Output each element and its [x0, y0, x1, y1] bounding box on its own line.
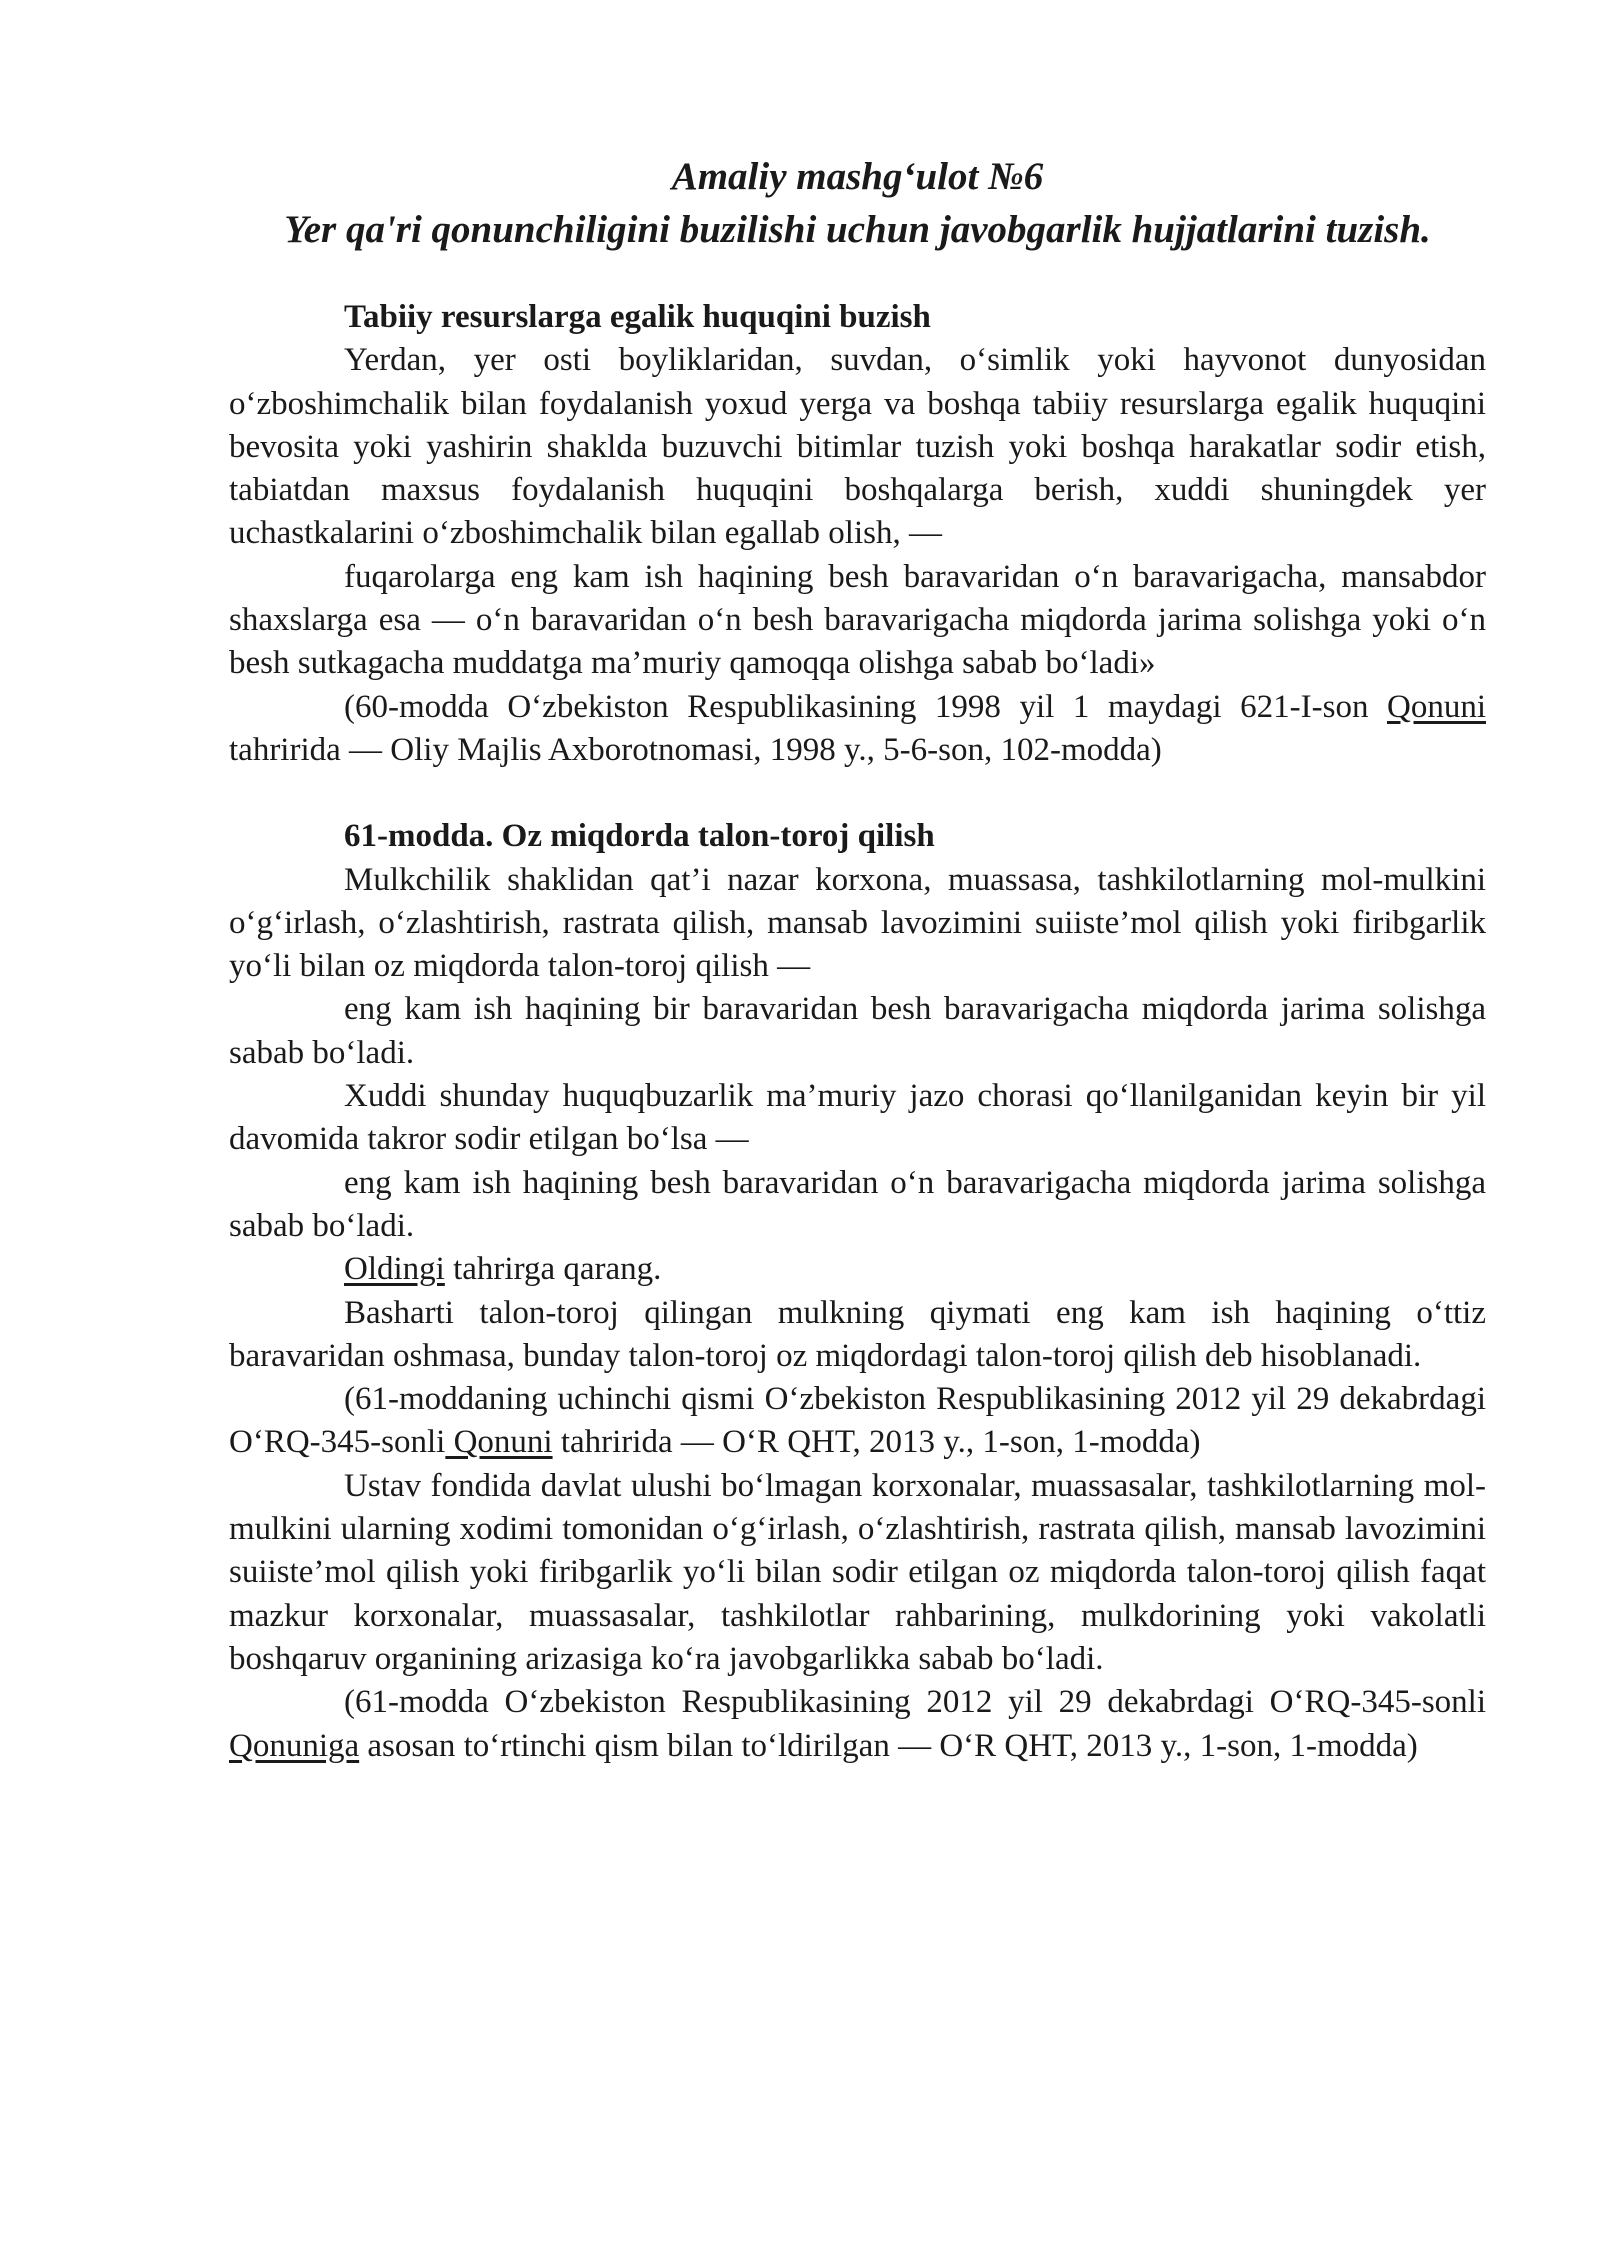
previous-edition-note: [229, 1248, 1486, 1291]
paragraph: Basharti talon-toroj qilingan mulkning qiymati eng kam ish haqining o‘ttiz baravaridan oshmasa, bunday talon-toroj oz miqdordagi talon-toroj qilish deb hisoblanadi.: [229, 1294, 1486, 1374]
section-article-61: [229, 815, 1486, 1768]
paragraph: Ustav fondida davlat ulushi bo‘lmagan korxonalar, muassasalar, tashkilotlarning mol-mulkini ularning xodimi tomonidan o‘g‘irlash, o‘zlashtirish, rastrata qilish, mansab lavozimini suiiste’mol qilish yoki firibgarlik yo‘li bilan sodir etilgan oz miqdorda talon-toroj qilish faqat mazkur korxonalar, muassasalar, tashkilotlar rahbarining, mulkdorining yoki vakolatli boshqaruv organining arizasiga ko‘ra javobgarlikka sabab bo‘ladi.: [229, 1467, 1486, 1677]
paragraph: Yerdan, yer osti boyliklaridan, suvdan, o‘simlik yoki hayvonot dunyosidan o‘zboshimchalik bilan foydalanish yoxud yerga va boshqa tabiiy resurslarga egalik huquqini bevosita yoki yashirin shaklda buzuvchi bitimlar tuzish yoki boshqa harakatlar sodir etish, tabiatdan maxsus foydalanish huquqini boshqalarga berish, xuddi shuningdek yer uchastkalarini o‘zboshimchalik bilan egallab olish, —: [229, 342, 1486, 552]
law-link[interactable]: Qonuniga: [229, 1727, 360, 1764]
paragraph: Xuddi shunday huquqbuzarlik ma’muriy jazo chorasi qo‘llanilganidan keyin bir yil davomida takror sodir etilgan bo‘lsa —: [229, 1078, 1486, 1158]
amendment-note: [229, 686, 1486, 773]
law-link[interactable]: Qonuni: [445, 1424, 553, 1461]
section-natural-resources: [229, 296, 1486, 772]
amendment-note: [229, 1378, 1486, 1465]
note-text: (61-modda O‘zbekiston Respublikasining 2012 yil 29 dekabrdagi O‘RQ-345-sonli: [344, 1684, 1486, 1721]
paragraph: eng kam ish haqining besh baravaridan o‘n baravarigacha miqdorda jarima solishga sabab bo‘ladi.: [229, 1164, 1486, 1244]
spacer: [229, 772, 1486, 815]
note-text: (61-moddaning uchinchi qismi O‘zbekiston Respublikasining 2012 yil 29 dekabrdagi O‘RQ-345-sonli: [229, 1381, 1486, 1461]
title-line-1: Amaliy mashg‘ulot №6: [671, 155, 1044, 198]
previous-edition-link[interactable]: Oldingi: [344, 1251, 445, 1288]
amendment-note: [229, 1681, 1486, 1768]
section-heading: Tabiiy resurslarga egalik huquqini buzish: [344, 299, 931, 335]
paragraph: eng kam ish haqining bir baravaridan besh baravarigacha miqdorda jarima solishga sabab bo‘ladi.: [229, 991, 1486, 1071]
paragraph: Mulkchilik shaklidan qat’i nazar korxona, muassasa, tashkilotlarning mol-mulkini o‘g‘irlash, o‘zlashtirish, rastrata qilish, mansab lavozimini suiiste’mol qilish yoki firibgarlik yo‘li bilan oz miqdorda talon-toroj qilish —: [229, 861, 1486, 985]
document-title: [229, 150, 1486, 256]
law-link[interactable]: Qonuni: [1387, 688, 1486, 725]
note-text: asosan to‘rtinchi qism bilan to‘ldirilgan — O‘R QHT, 2013 y., 1-son, 1-modda): [359, 1727, 1418, 1764]
note-text: (60-modda O‘zbekiston Respublikasining 1998 yil 1 maydagi 621-I-son: [344, 688, 1387, 725]
section-heading: 61-modda. Oz miqdorda talon-toroj qilish: [344, 818, 935, 855]
note-text: tahrirga qarang.: [444, 1251, 662, 1288]
note-text: tahririda — O‘R QHT, 2013 y., 1-son, 1-modda): [552, 1424, 1201, 1461]
title-line-2: Yer qa'ri qonunchiligini buzilishi uchun javobgarlik hujjatlarini tuzish.: [284, 208, 1431, 251]
paragraph: fuqarolarga eng kam ish haqining besh baravaridan o‘n baravarigacha, mansabdor shaxslarga esa — o‘n baravaridan o‘n besh baravarigacha miqdorda jarima solishga yoki o‘n besh sutkagacha muddatga ma’muriy qamoqqa olishga sabab bo‘ladi»: [229, 558, 1486, 682]
note-text: tahririda — Oliy Majlis Axborotnomasi, 1998 y., 5-6-son, 102-modda): [229, 731, 1162, 768]
document-page: [229, 150, 1486, 1768]
